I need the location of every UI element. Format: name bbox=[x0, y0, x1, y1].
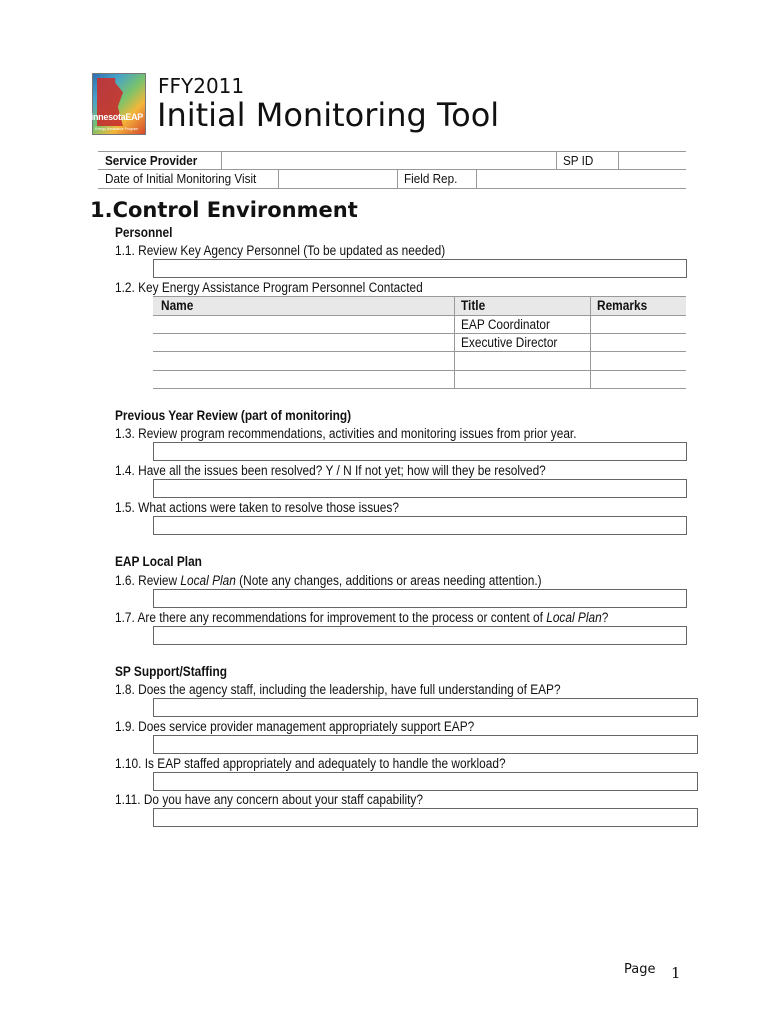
table-cell-title[interactable]: EAP Coordinator bbox=[461, 317, 550, 332]
table-header-name: Name bbox=[161, 298, 194, 313]
question-1-1: 1.1. Review Key Agency Personnel (To be updated as needed) bbox=[115, 243, 446, 258]
logo-subtext: Energy Assistance Program bbox=[95, 127, 139, 131]
staffing-heading: SP Support/Staffing bbox=[115, 664, 227, 679]
field-rep-label: Field Rep. bbox=[404, 171, 458, 186]
section-heading: 1.Control Environment bbox=[90, 198, 358, 222]
personnel-heading: Personnel bbox=[115, 225, 173, 240]
question-1-6: 1.6. Review Local Plan (Note any changes, additions or areas needing attention.) bbox=[115, 573, 542, 588]
answer-1-4[interactable] bbox=[153, 479, 687, 498]
answer-1-8[interactable] bbox=[153, 698, 698, 717]
service-provider-field[interactable] bbox=[222, 152, 555, 168]
table-header-title: Title bbox=[461, 298, 486, 313]
question-1-7: 1.7. Are there any recommendations for improvement to the process or content of Local Plan? bbox=[115, 610, 609, 625]
field-rep-field[interactable] bbox=[477, 170, 685, 187]
local-plan-heading: EAP Local Plan bbox=[115, 554, 202, 569]
answer-1-10[interactable] bbox=[153, 772, 698, 791]
answer-1-9[interactable] bbox=[153, 735, 698, 754]
page-number: 1 bbox=[671, 964, 681, 982]
answer-1-1[interactable] bbox=[153, 259, 687, 278]
service-provider-label: Service Provider bbox=[105, 153, 198, 168]
minnesota-eap-logo bbox=[83, 73, 146, 135]
question-1-2: 1.2. Key Energy Assistance Program Personnel Contacted bbox=[115, 280, 423, 295]
answer-1-3[interactable] bbox=[153, 442, 687, 461]
question-1-11: 1.11. Do you have any concern about your staff capability? bbox=[115, 792, 423, 807]
answer-1-7[interactable] bbox=[153, 626, 687, 645]
date-visit-field[interactable] bbox=[279, 170, 396, 187]
table-header-remarks: Remarks bbox=[597, 298, 648, 313]
sp-id-label: SP ID bbox=[563, 153, 594, 168]
question-1-10: 1.10. Is EAP staffed appropriately and adequately to handle the workload? bbox=[115, 756, 506, 771]
answer-1-6[interactable] bbox=[153, 589, 687, 608]
page-title: Initial Monitoring Tool bbox=[157, 96, 500, 134]
sp-id-field[interactable] bbox=[619, 152, 685, 168]
logo-text: MinnesotaEAP bbox=[83, 112, 143, 122]
question-1-9: 1.9. Does service provider management appropriately support EAP? bbox=[115, 719, 475, 734]
answer-1-5[interactable] bbox=[153, 516, 687, 535]
previous-year-heading: Previous Year Review (part of monitoring) bbox=[115, 408, 352, 423]
question-1-5: 1.5. What actions were taken to resolve those issues? bbox=[115, 500, 399, 515]
question-1-8: 1.8. Does the agency staff, including the leadership, have full understanding of EAP? bbox=[115, 682, 561, 697]
table-cell-title[interactable]: Executive Director bbox=[461, 335, 558, 350]
fiscal-year: FFY2011 bbox=[158, 74, 245, 98]
date-visit-label: Date of Initial Monitoring Visit bbox=[105, 171, 257, 186]
question-1-3: 1.3. Review program recommendations, activities and monitoring issues from prior year. bbox=[115, 426, 577, 441]
answer-1-11[interactable] bbox=[153, 808, 698, 827]
page-label: Page bbox=[624, 962, 656, 977]
question-1-4: 1.4. Have all the issues been resolved? Y / N If not yet; how will they be resolved? bbox=[115, 463, 546, 478]
